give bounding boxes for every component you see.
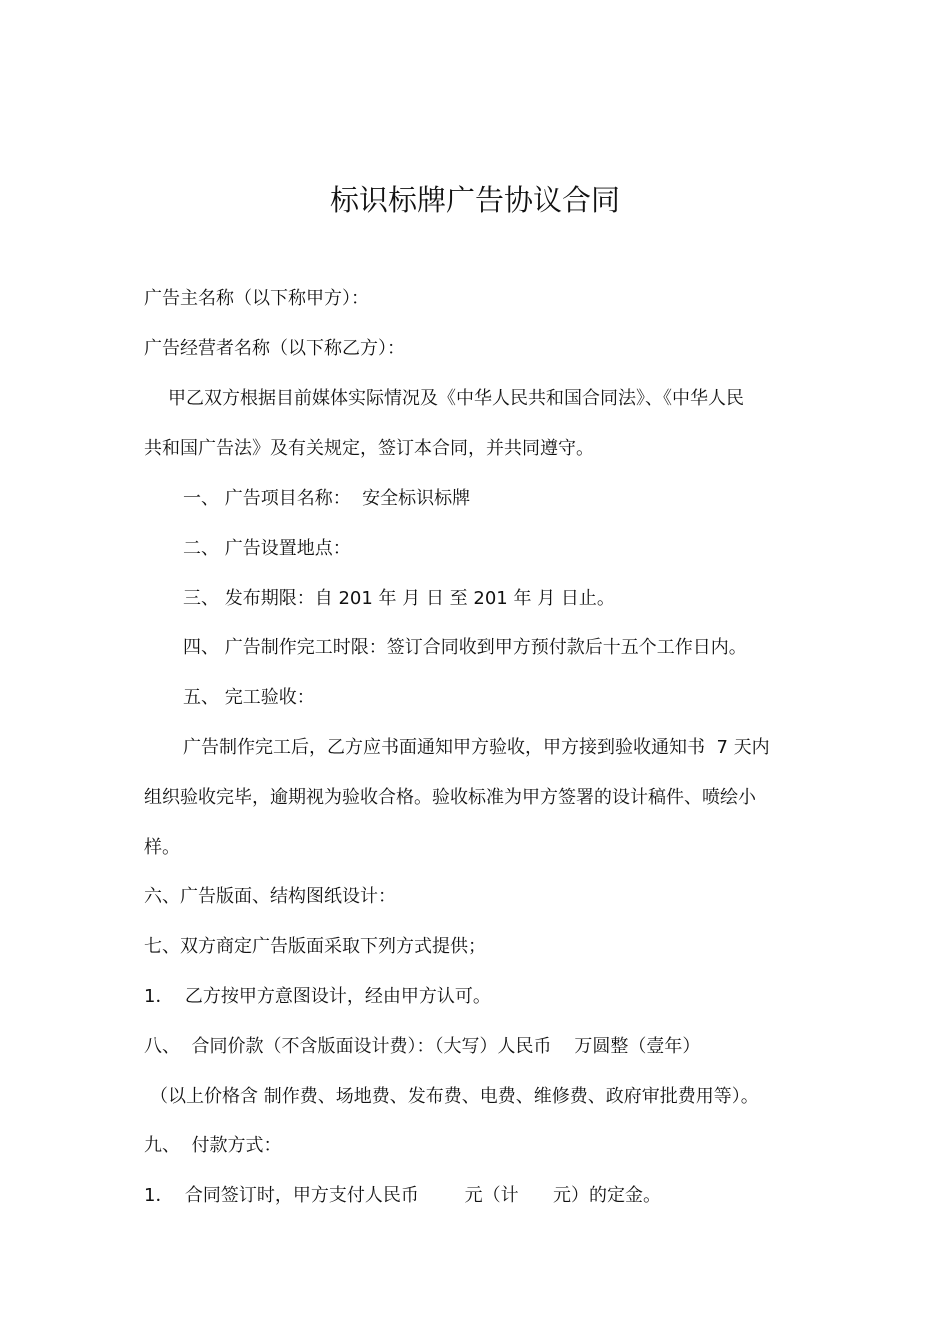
clause-9-item-1: 1． 合同签订时，甲方支付人民币 元（计 元）的定金。 xyxy=(144,1185,661,1206)
clause-2-location: 二、 广告设置地点： xyxy=(183,538,351,559)
clause-8-price: 八、 合同价款（不含版面设计费）：（大写）人民币 万圆整（壹年） xyxy=(144,1036,701,1057)
party-b-name-line: 广告经营者名称（以下称乙方）： xyxy=(144,338,405,359)
clause-9-payment: 九、 付款方式： xyxy=(144,1135,282,1156)
clause-5-acceptance: 五、 完工验收： xyxy=(183,687,315,708)
clause-7-item-1: 1． 乙方按甲方意图设计，经由甲方认可。 xyxy=(144,986,491,1007)
acceptance-paragraph-line-2: 组织验收完毕，逾期视为验收合格。验收标准为甲方签署的设计稿件、喷绘小 xyxy=(144,787,756,808)
contract-title: 标识标牌广告协议合同 xyxy=(329,183,620,217)
preamble-line-1: 甲乙双方根据目前媒体实际情况及《中华人民共和国合同法》、《中华人民 xyxy=(168,388,744,409)
clause-8-price-note: （以上价格含 制作费、场地费、发布费、电费、维修费、政府审批费用等）。 xyxy=(150,1086,759,1107)
acceptance-paragraph-line-3: 样。 xyxy=(144,837,180,858)
clause-6-design: 六、广告版面、结构图纸设计： xyxy=(144,886,396,907)
preamble-line-2: 共和国广告法》及有关规定，签订本合同，并共同遵守。 xyxy=(144,438,594,459)
clause-7-provision: 七、双方商定广告版面采取下列方式提供； xyxy=(144,936,486,957)
clause-4-deadline: 四、 广告制作完工时限：签订合同收到甲方预付款后十五个工作日内。 xyxy=(183,637,747,658)
clause-1-project-name: 一、 广告项目名称： 安全标识标牌 xyxy=(183,488,471,509)
acceptance-paragraph-line-1: 广告制作完工后，乙方应书面通知甲方验收，甲方接到验收通知书 7 天内 xyxy=(183,737,770,758)
party-a-name-line: 广告主名称（以下称甲方）： xyxy=(144,288,369,309)
clause-3-period: 三、 发布期限：自 201 年 月 日 至 201 年 月 日止。 xyxy=(183,588,615,609)
